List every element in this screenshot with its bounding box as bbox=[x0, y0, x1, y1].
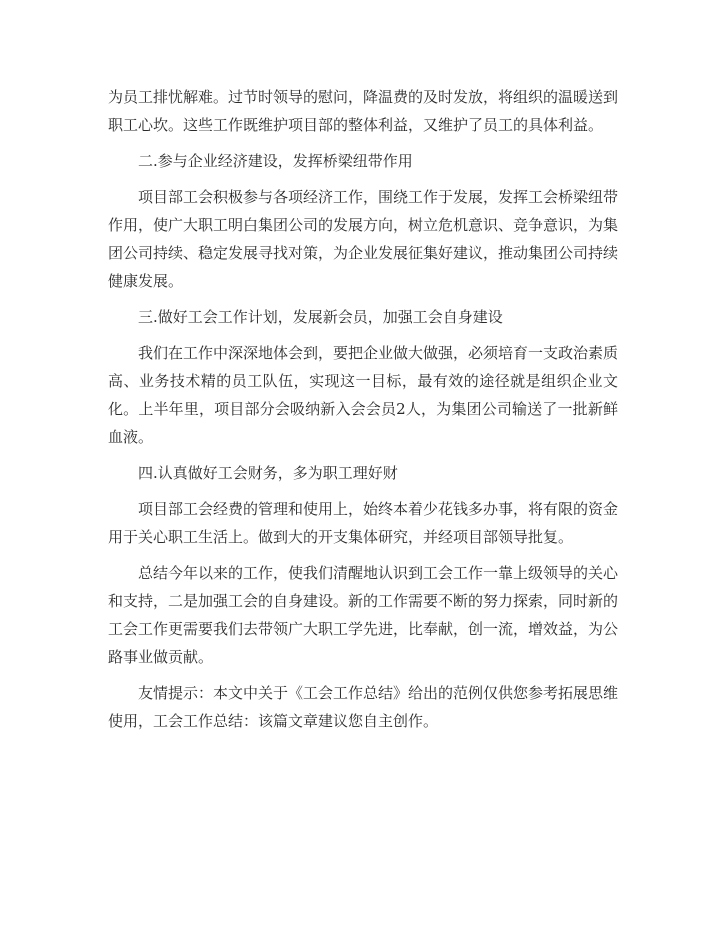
section-heading: 三.做好工会工作计划，发展新会员，加强工会自身建设 bbox=[138, 308, 503, 326]
section-heading: 二.参与企业经济建设，发挥桥梁纽带作用 bbox=[138, 152, 413, 170]
body-paragraph: 项目部工会经费的管理和使用上，始终本着少花钱多办事，将有限的资金用于关心职工生活上。做到大的开支集体研究，并经项目部领导批复。 bbox=[108, 500, 619, 546]
body-paragraph: 为员工排忧解难。过节时领导的慰问，降温费的及时发放，将组织的温暖送到职工心坎。这些工作既维护项目部的整体利益，又维护了员工的具体利益。 bbox=[108, 88, 619, 134]
tip-paragraph: 友情提示：本文中关于《工会工作总结》给出的范例仅供您参考拓展思维使用，工会工作总结：该篇文章建议您自主创作。 bbox=[108, 684, 619, 730]
section-heading: 四.认真做好工会财务，多为职工理好财 bbox=[138, 464, 398, 482]
body-paragraph: 我们在工作中深深地体会到，要把企业做大做强，必须培育一支政治素质高、业务技术精的员工队伍，实现这一目标，最有效的途径就是组织企业文化。上半年里，项目部分会吸纳新入会会员2人，为集团公司输送了一批新鲜血液。 bbox=[108, 344, 619, 446]
document-page bbox=[108, 77, 618, 735]
body-paragraph: 总结今年以来的工作，使我们清醒地认识到工会工作一靠上级领导的关心和支持，二是加强工会的自身建设。新的工作需要不断的努力探索，同时新的工会工作更需要我们去带领广大职工学先进，比奉献，创一流，增效益，为公路事业做贡献。 bbox=[108, 564, 619, 666]
body-paragraph: 项目部工会积极参与各项经济工作，围绕工作于发展，发挥工会桥梁纽带作用，使广大职工明白集团公司的发展方向，树立危机意识、竞争意识，为集团公司持续、稳定发展寻找对策，为企业发展征集好建议，推动集团公司持续健康发展。 bbox=[108, 188, 619, 290]
